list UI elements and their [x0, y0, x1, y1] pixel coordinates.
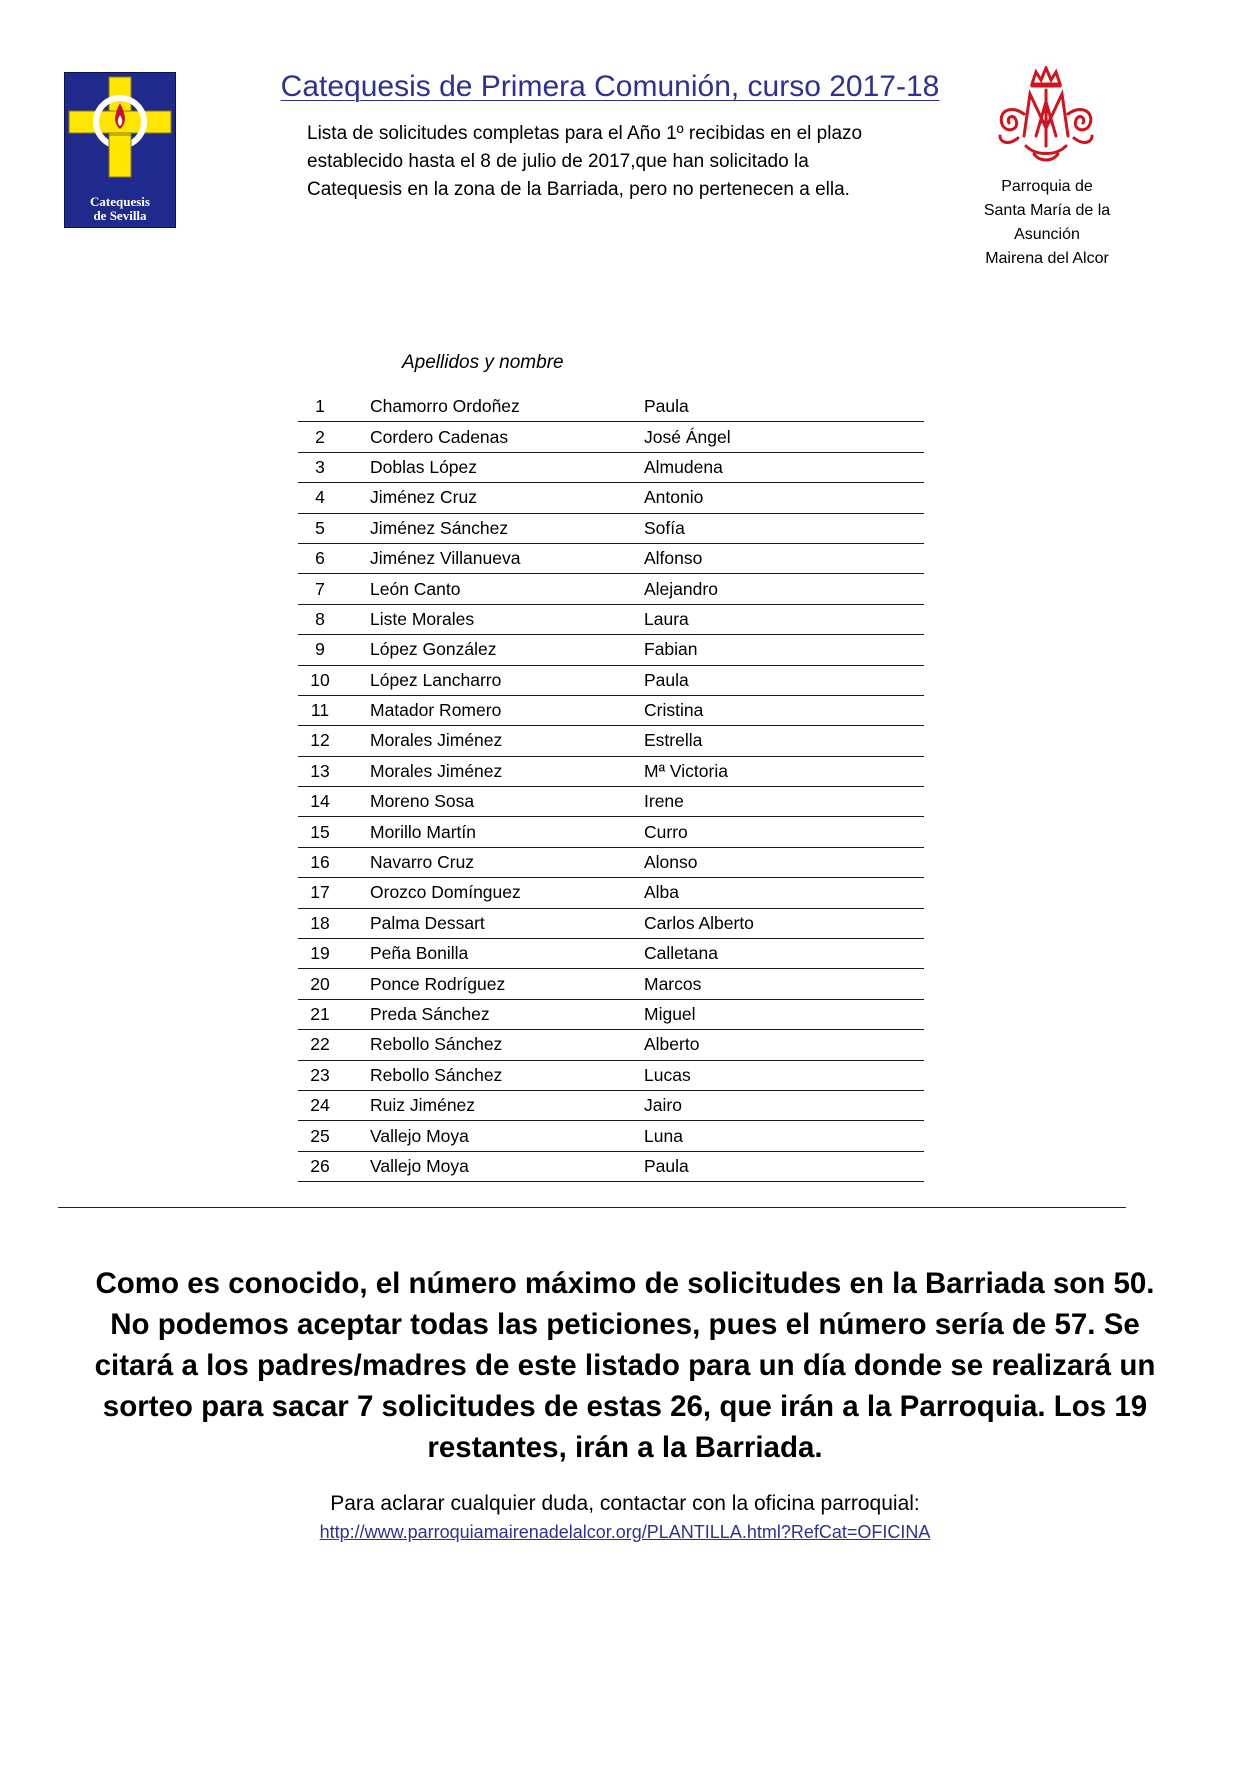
row-surname: Peña Bonilla	[370, 943, 469, 964]
row-number: 21	[310, 1004, 330, 1024]
row-given-name: Mª Victoria	[644, 760, 728, 781]
row-number: 24	[310, 1095, 330, 1116]
page-title: Catequesis de Primera Comunión, curso 2017-18	[280, 70, 940, 103]
row-surname: Rebollo Sánchez	[370, 1064, 503, 1085]
row-surname: Navarro Cruz	[370, 852, 475, 873]
row-number: 22	[310, 1034, 330, 1055]
parish-line: Mairena del Alcor	[985, 250, 1109, 267]
row-given-name: Alejandro	[644, 578, 718, 599]
row-surname: López Lancharro	[370, 669, 502, 690]
table-row	[298, 635, 924, 665]
divider	[58, 1207, 1126, 1208]
table-row	[298, 817, 924, 847]
row-surname: Rebollo Sánchez	[370, 1034, 503, 1055]
contact-link[interactable]: http://www.parroquiamairenadelalcor.org/PLANTILLA.html?RefCat=OFICINA	[319, 1522, 931, 1542]
table-row	[298, 1152, 924, 1182]
row-surname: Cordero Cadenas	[370, 426, 509, 447]
table-row	[298, 939, 924, 969]
row-surname: López González	[370, 639, 497, 660]
row-given-name: Almudena	[644, 456, 723, 477]
row-given-name: Marcos	[644, 973, 702, 994]
row-number: 12	[310, 730, 330, 751]
row-number: 18	[310, 912, 330, 933]
row-surname: Vallejo Moya	[370, 1125, 469, 1146]
table-row	[298, 392, 924, 422]
row-given-name: Luna	[644, 1125, 683, 1146]
row-number: 8	[315, 608, 325, 629]
row-surname: Morales Jiménez	[370, 730, 503, 751]
row-number: 3	[315, 456, 325, 477]
catequesis-logo	[64, 72, 176, 228]
row-surname: León Canto	[370, 578, 461, 599]
row-surname: Liste Morales	[370, 608, 475, 629]
table-row	[298, 453, 924, 483]
row-number: 23	[310, 1064, 330, 1085]
table-row	[298, 574, 924, 604]
row-given-name: Alonso	[644, 852, 698, 873]
notice-line: sorteo para sacar 7 solicitudes de estas 26, que irán a la Parroquia. Los 19	[102, 1390, 1148, 1423]
row-given-name: Lucas	[644, 1064, 691, 1085]
row-given-name: Fabian	[644, 639, 698, 660]
notice-line: restantes, irán a la Barriada.	[427, 1431, 823, 1464]
marian-monogram-icon	[990, 66, 1102, 166]
row-number: 26	[310, 1155, 330, 1176]
table-row	[298, 483, 924, 513]
row-given-name: Irene	[644, 791, 684, 812]
row-number: 1	[315, 396, 325, 417]
row-surname: Jiménez Sánchez	[370, 517, 509, 538]
row-surname: Jiménez Villanueva	[370, 548, 521, 569]
table-row	[298, 1030, 924, 1060]
table-row	[298, 726, 924, 756]
row-given-name: Paula	[644, 669, 689, 690]
row-surname: Ponce Rodríguez	[370, 973, 506, 994]
row-given-name: Alba	[644, 882, 680, 903]
row-number: 7	[315, 578, 325, 599]
row-given-name: Carlos Alberto	[644, 912, 754, 933]
table-row	[298, 605, 924, 635]
parish-line: Asunción	[1014, 226, 1080, 243]
parish-name	[962, 175, 1132, 271]
table-row	[298, 1000, 924, 1030]
logo-caption-line: de Sevilla	[93, 208, 147, 223]
table-row	[298, 544, 924, 574]
row-number: 5	[315, 517, 325, 538]
table-row	[298, 757, 924, 787]
table-row	[298, 1061, 924, 1091]
row-given-name: Antonio	[644, 487, 704, 508]
column-header: Apellidos y nombre	[402, 352, 564, 373]
row-number: 20	[310, 973, 330, 994]
logo-caption-line: Catequesis	[90, 194, 150, 209]
parish-emblem	[990, 66, 1102, 166]
row-number: 11	[310, 700, 330, 721]
logo-caption	[65, 195, 175, 223]
table-row	[298, 848, 924, 878]
row-given-name: Sofía	[644, 517, 685, 538]
applicant-list	[298, 392, 924, 1182]
row-number: 25	[310, 1125, 330, 1146]
row-number: 13	[310, 760, 330, 781]
contact-text: Para aclarar cualquier duda, contactar con la oficina parroquial:	[330, 1492, 920, 1515]
row-number: 9	[315, 639, 325, 660]
row-number: 4	[315, 487, 325, 508]
row-given-name: Cristina	[644, 700, 704, 721]
table-row	[298, 666, 924, 696]
row-number: 19	[310, 943, 330, 964]
row-number: 6	[315, 548, 325, 569]
row-given-name: Paula	[644, 1155, 689, 1176]
row-given-name: Paula	[644, 396, 689, 417]
row-surname: Moreno Sosa	[370, 791, 475, 812]
notice-line: Como es conocido, el número máximo de solicitudes en la Barriada son 50.	[95, 1267, 1155, 1300]
row-given-name: Miguel	[644, 1004, 696, 1024]
row-surname: Doblas López	[370, 456, 478, 477]
row-surname: Jiménez Cruz	[370, 487, 477, 508]
notice-line: citará a los padres/madres de este listado para un día donde se realizará un	[94, 1349, 1156, 1382]
table-row	[298, 787, 924, 817]
row-given-name: Jairo	[644, 1095, 682, 1116]
table-row	[298, 969, 924, 999]
row-surname: Ruiz Jiménez	[370, 1095, 476, 1116]
notice-line: No podemos aceptar todas las peticiones, pues el número sería de 57. Se	[110, 1308, 1140, 1341]
row-given-name: Curro	[644, 821, 688, 842]
intro-paragraph: Lista de solicitudes completas para el Año 1º recibidas en el plazo establecido hasta el 8 de julio de 2017,que han solicitado la Catequesis en la zona de la Barriada, pero no pertenecen a ella.	[307, 123, 863, 200]
row-number: 15	[310, 821, 330, 842]
row-surname: Matador Romero	[370, 700, 502, 721]
row-number: 14	[310, 791, 330, 812]
table-row	[298, 1121, 924, 1151]
notice-paragraph	[40, 1263, 1210, 1468]
row-surname: Orozco Domínguez	[370, 882, 521, 903]
row-given-name: Calletana	[644, 943, 718, 964]
row-number: 10	[310, 669, 330, 690]
row-number: 17	[310, 882, 330, 903]
row-given-name: Laura	[644, 608, 689, 629]
table-row	[298, 422, 924, 452]
parish-line: Parroquia de	[1001, 178, 1093, 195]
row-surname: Morillo Martín	[370, 821, 476, 842]
parish-line: Santa María de la	[983, 202, 1111, 219]
row-number: 2	[315, 426, 325, 447]
table-row	[298, 514, 924, 544]
row-surname: Morales Jiménez	[370, 760, 503, 781]
catequesis-cross-candle-icon	[65, 73, 175, 191]
row-given-name: Alberto	[644, 1034, 700, 1055]
row-number: 16	[310, 852, 330, 873]
row-given-name: José Ángel	[644, 426, 731, 447]
row-surname: Preda Sánchez	[370, 1004, 490, 1024]
table-row	[298, 1091, 924, 1121]
row-surname: Palma Dessart	[370, 912, 485, 933]
table-row	[298, 696, 924, 726]
table-row	[298, 909, 924, 939]
row-given-name: Alfonso	[644, 548, 703, 569]
row-given-name: Estrella	[644, 730, 703, 751]
row-surname: Chamorro Ordoñez	[370, 396, 520, 417]
table-row	[298, 878, 924, 908]
row-surname: Vallejo Moya	[370, 1155, 469, 1176]
